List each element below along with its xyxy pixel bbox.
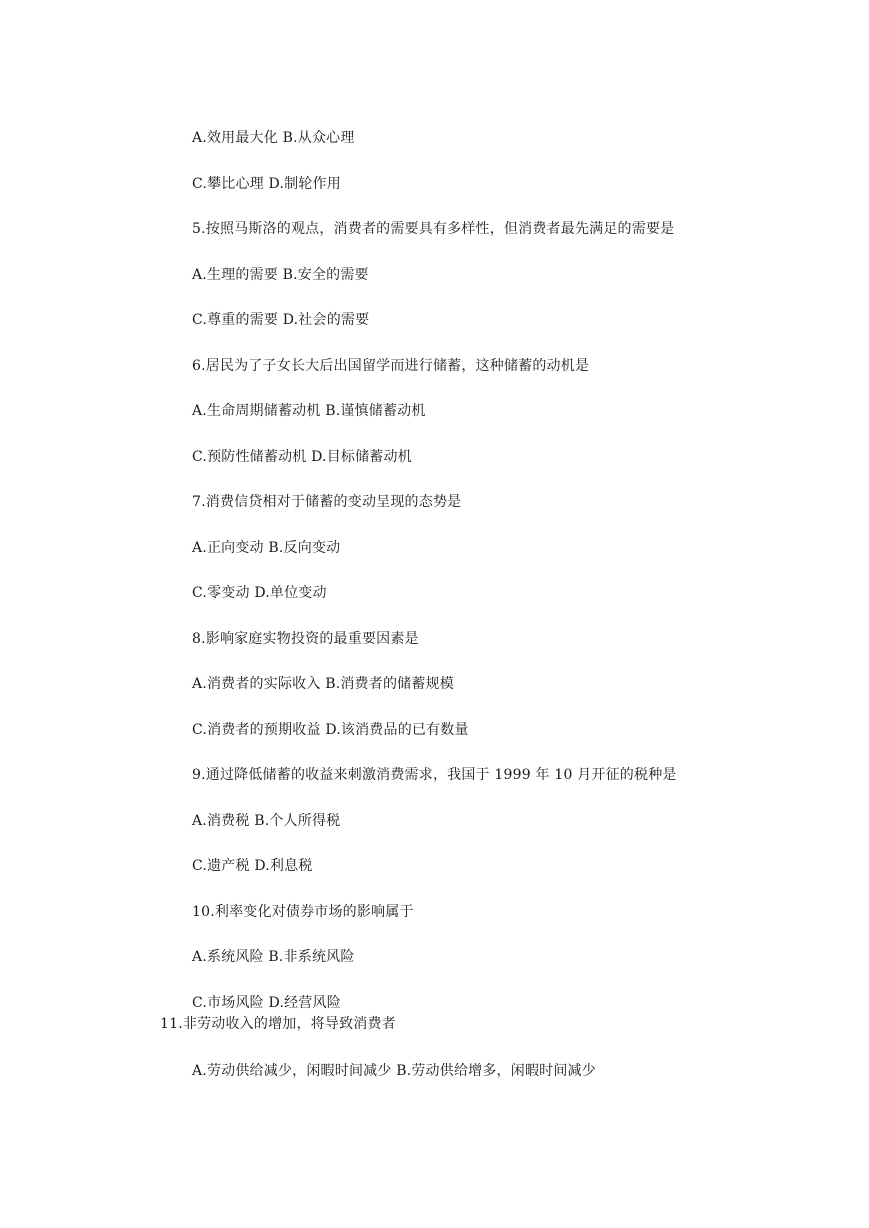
question-6: 6.居民为了子女长大后出国留学而进行储蓄，这种储蓄的动机是	[192, 358, 590, 374]
option-line-q7-cd: C.零变动 D.单位变动	[192, 585, 327, 601]
option-line-q10-ab: A.系统风险 B.非系统风险	[192, 949, 355, 965]
option-line-q5-ab: A.生理的需要 B.安全的需要	[192, 267, 369, 283]
option-line-q9-ab: A.消费税 B.个人所得税	[192, 813, 341, 829]
question-7: 7.消费信贷相对于储蓄的变动呈现的态势是	[192, 494, 462, 510]
question-10: 10.利率变化对债券市场的影响属于	[192, 904, 414, 920]
option-line-q6-ab: A.生命周期储蓄动机 B.谨慎储蓄动机	[192, 403, 426, 419]
question-11: 11.非劳动收入的增加，将导致消费者	[160, 1016, 396, 1032]
option-line-q8-cd: C.消费者的预期收益 D.该消费品的已有数量	[192, 722, 469, 738]
question-9: 9.通过降低储蓄的收益来刺激消费需求，我国于 1999 年 10 月开征的税种是	[192, 767, 677, 783]
option-line-q4-ab: A.效用最大化 B.从众心理	[192, 130, 355, 146]
option-line-q5-cd: C.尊重的需要 D.社会的需要	[192, 312, 370, 328]
option-line-q8-ab: A.消费者的实际收入 B.消费者的储蓄规模	[192, 676, 454, 692]
option-line-q4-cd: C.攀比心理 D.制轮作用	[192, 176, 341, 192]
option-line-q6-cd: C.预防性储蓄动机 D.目标储蓄动机	[192, 449, 412, 465]
option-line-q7-ab: A.正向变动 B.反向变动	[192, 540, 341, 556]
question-5: 5.按照马斯洛的观点，消费者的需要具有多样性，但消费者最先满足的需要是	[192, 221, 675, 237]
option-line-q10-cd: C.市场风险 D.经营风险	[192, 995, 341, 1011]
question-8: 8.影响家庭实物投资的最重要因素是	[192, 631, 419, 647]
option-line-q11-ab: A.劳动供给减少，闲暇时间减少 B.劳动供给增多，闲暇时间减少	[192, 1063, 596, 1079]
option-line-q9-cd: C.遗产税 D.利息税	[192, 858, 313, 874]
